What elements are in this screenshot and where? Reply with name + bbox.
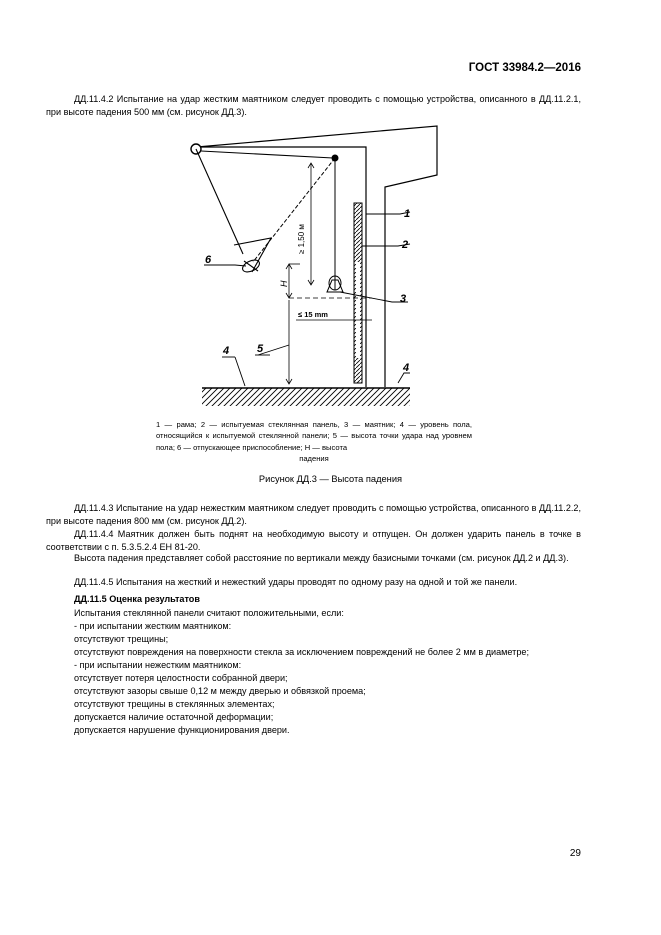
label-3: 3 xyxy=(400,293,407,305)
page-number: 29 xyxy=(569,848,581,859)
paragraph-11-4-2: ДД.11.4.2 Испытание на удар жестким маятником следует проводить с помощью устройства, описанного в ДД.11.2.1, при высоте падения 500 мм (см. рисунок ДД.3). xyxy=(46,94,581,117)
document-header: ГОСТ 33984.2—2016 xyxy=(468,62,581,74)
rope-length-dimension xyxy=(308,163,314,285)
paragraph-drop-height: Высота падения представляет собой расстояние по вертикали между базисными точками (см. рисунок ДД.2 и ДД.3). xyxy=(74,553,569,563)
caption-last-line: падения xyxy=(299,454,329,464)
label-4-left: 4 xyxy=(223,345,230,357)
impact-height-dimension xyxy=(286,300,292,384)
label-1: 1 xyxy=(404,208,411,220)
label-4-right: 4 xyxy=(403,362,410,374)
result-line: - при испытании жестким маятником: xyxy=(74,621,232,631)
result-line: допускается нарушение функционирования двери. xyxy=(74,725,290,735)
section-title: ДД.11.5 Оценка результатов xyxy=(74,594,200,604)
paragraph-11-4-3: ДД.11.4.3 Испытание на удар нежестким маятником следует проводить с помощью устройства, описанного в ДД.11.2.2, при высоте падения 800 мм (см. рисунок ДД.2). xyxy=(46,503,581,526)
result-line: отсутствуют трещины в стеклянных элементах; xyxy=(74,699,275,709)
result-line: Испытания стеклянной панели считают положительными, если: xyxy=(74,608,344,618)
result-line: допускается наличие остаточной деформации; xyxy=(74,712,274,722)
figure-title: Рисунок ДД.3 — Высота падения xyxy=(258,474,403,484)
paragraph-11-4-5: ДД.11.4.5 Испытания на жесткий и нежесткий удары проводят по одному разу на одной и той же панели. xyxy=(74,577,518,587)
result-line: - при испытании нежестким маятником: xyxy=(74,660,242,670)
result-line: отсутствуют зазоры свыше 0,12 м между дверью и обвязкой проема; xyxy=(74,686,366,696)
figure-caption xyxy=(156,419,472,465)
label-6: 6 xyxy=(205,254,212,266)
result-line: отсутствуют трещины; xyxy=(74,634,169,644)
drop-height-label: H xyxy=(279,280,289,287)
label-2: 2 xyxy=(402,239,409,251)
rope-length-label: ≥ 1,50 м xyxy=(297,224,306,254)
result-line: отсутствуют повреждения на поверхности стекла за исключением повреждений не более 2 мм в диаметре; xyxy=(74,647,529,657)
release-device xyxy=(196,149,333,274)
result-line: отсутствует потеря целостности собранной двери; xyxy=(74,673,288,683)
figure-dd3-diagram xyxy=(0,0,661,420)
frame xyxy=(197,126,437,387)
pendulum xyxy=(253,155,343,292)
gap-label: ≤ 15 mm xyxy=(298,310,328,319)
caption-text: 1 — рама; 2 — испытуемая стеклянная панель, 3 — маятник; 4 — уровень пола, относящийся к испытуемой стеклянной панели; 5 — высота точки удара над уровнем пола; 6 — отпускающее приспособление; H — высота xyxy=(156,420,472,452)
label-5: 5 xyxy=(257,343,264,355)
paragraph-11-4-4: ДД.11.4.4 Маятник должен быть поднят на необходимую высоту и отпущен. Он должен ударить панель в точке в соответствии с п. 5.3.5.2.4 ЕН 81-20. xyxy=(46,529,581,552)
floor xyxy=(202,388,410,406)
